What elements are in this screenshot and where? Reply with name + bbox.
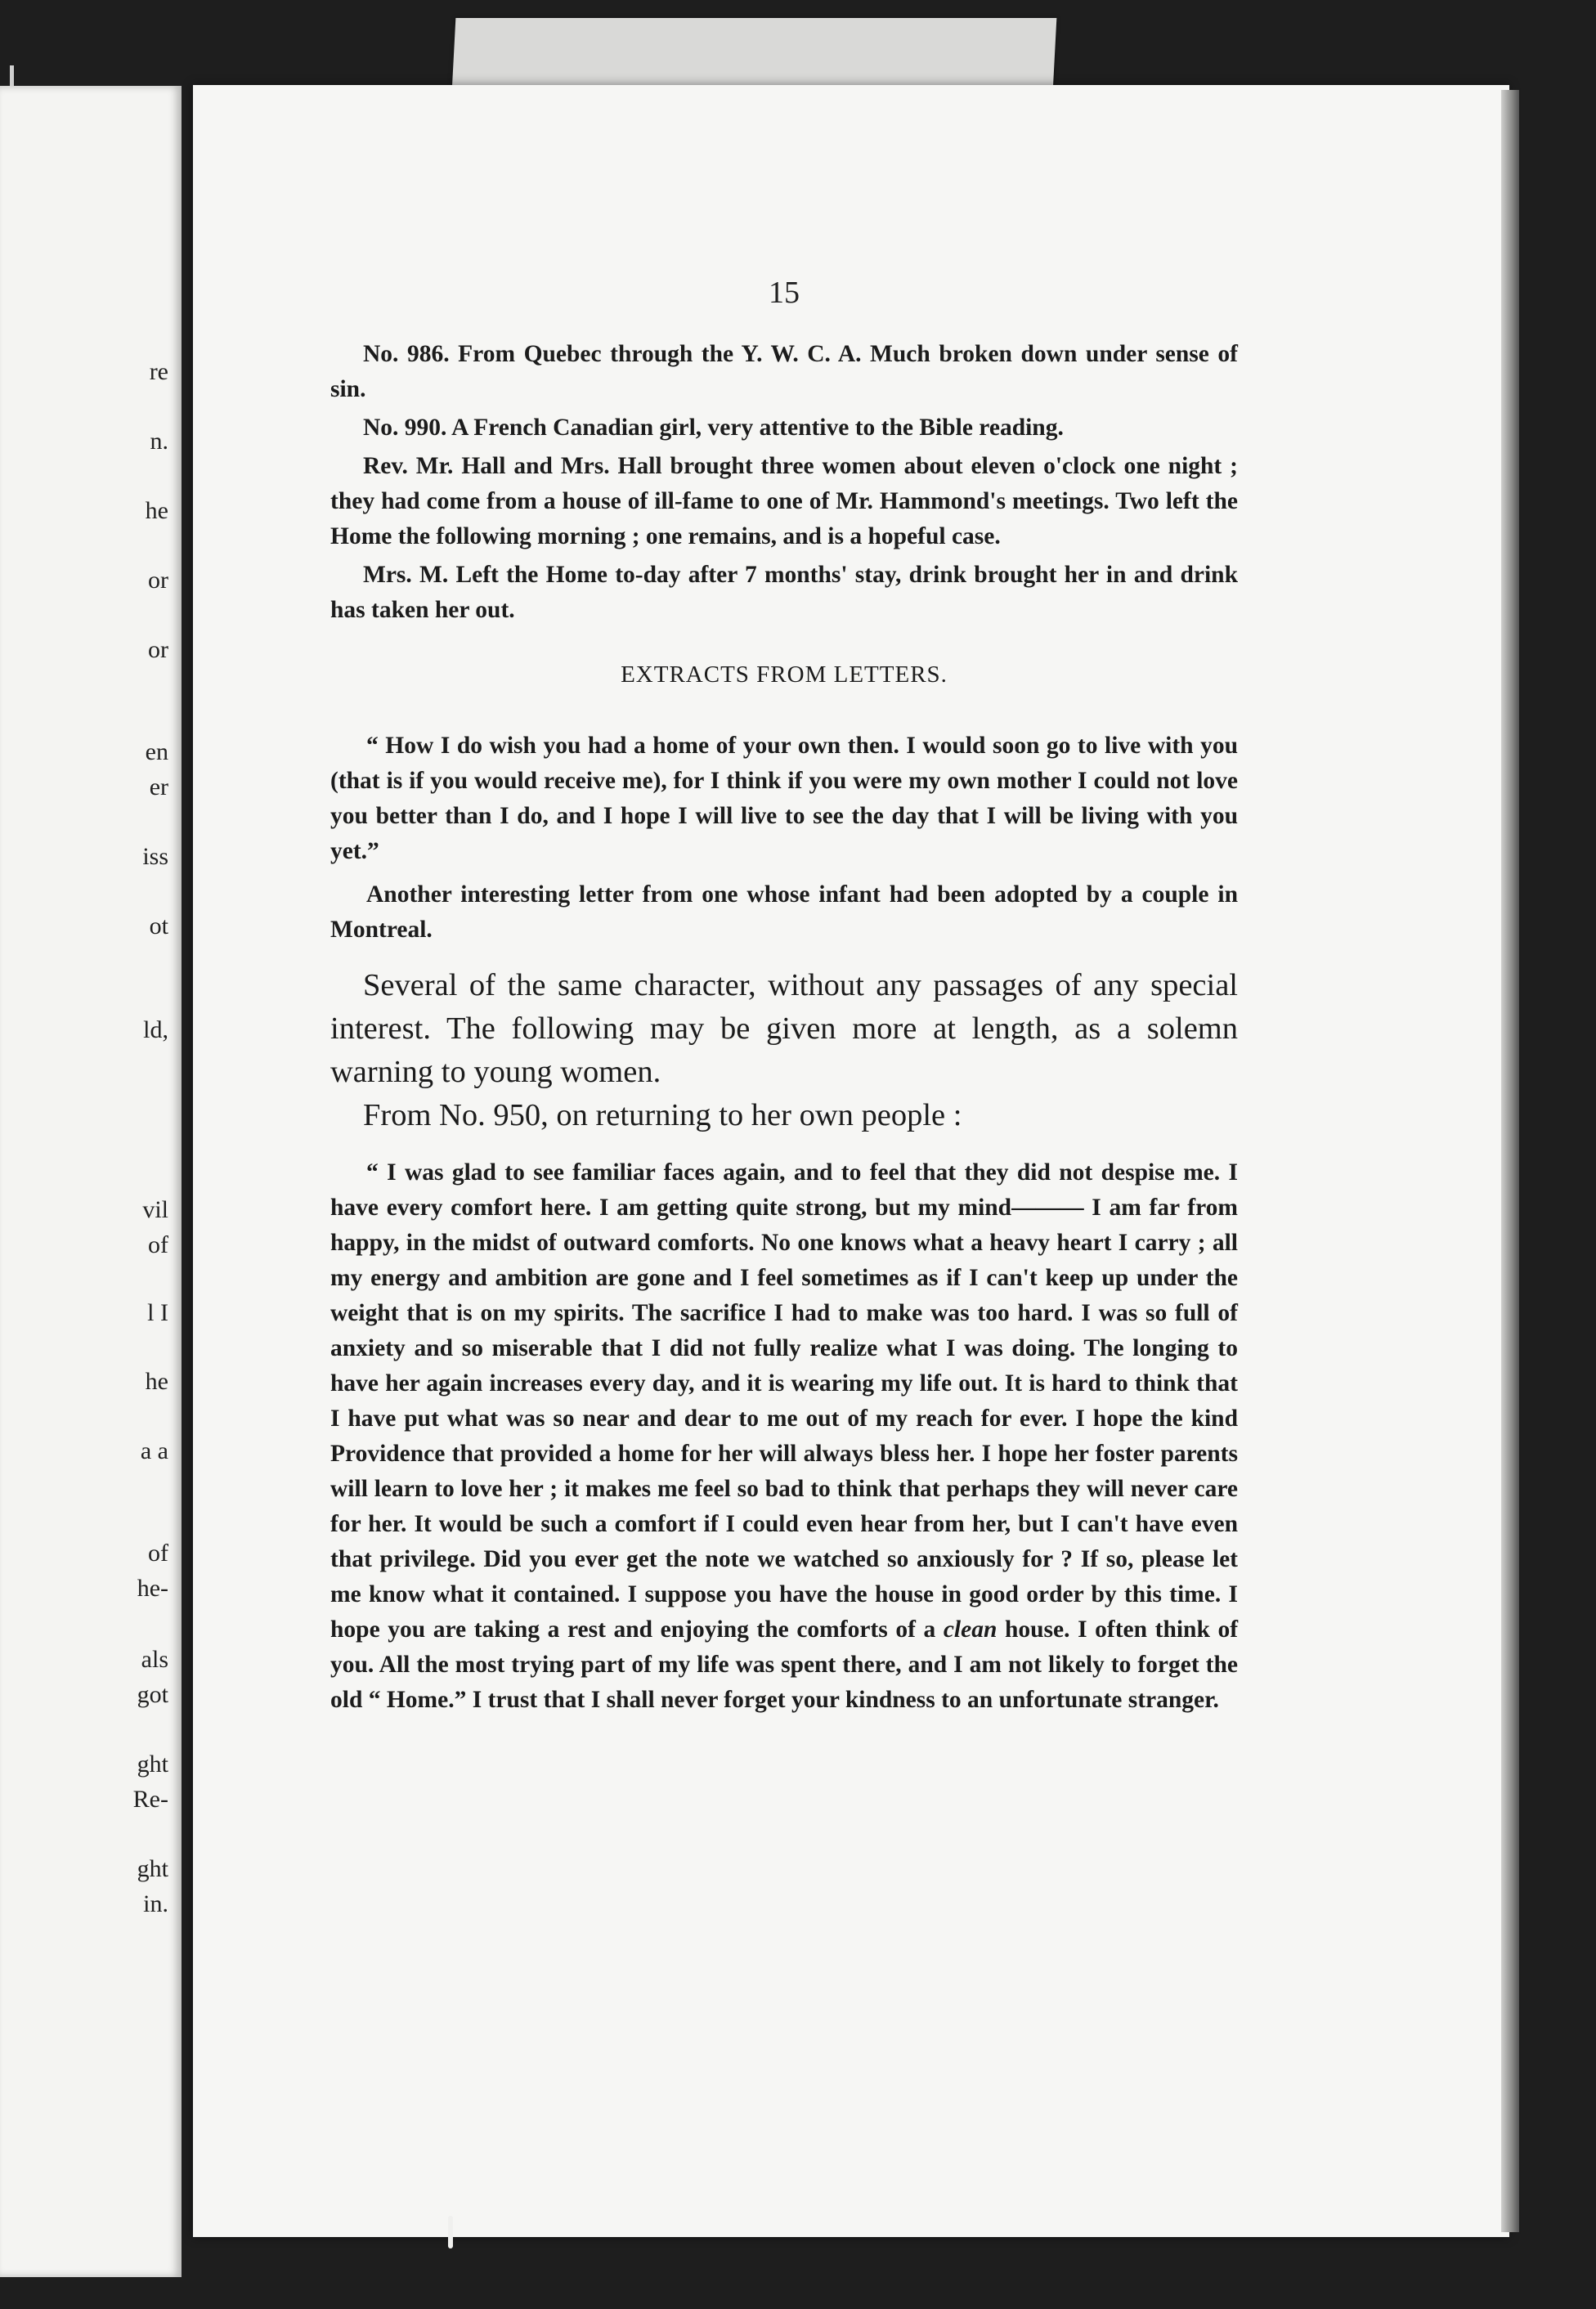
emphasized-word: clean <box>943 1616 998 1643</box>
left-page-fragment: or <box>148 567 168 594</box>
left-page-fragment: ot <box>149 912 168 939</box>
letter-note: Another interesting letter from one whose infant had been adopted by a couple in Montreal. <box>330 881 1238 943</box>
left-page-fragment: got <box>137 1681 168 1708</box>
left-page-fragment: of <box>148 1540 168 1567</box>
large-print-paragraph: From No. 950, on returning to her own people : <box>363 1098 962 1132</box>
page-stack-edge <box>1501 90 1519 2232</box>
left-page-fragment: n. <box>150 428 168 455</box>
left-page-fragment: er <box>149 773 168 800</box>
left-page-fragment: a a <box>140 1437 168 1464</box>
left-page-fragment: or <box>148 636 168 663</box>
scan-edge-mark <box>10 65 14 87</box>
page-number: 15 <box>769 276 800 310</box>
large-print-paragraph: Several of the same character, without any passages of any special interest. The following may be given more at length, as a solemn warning to young women. <box>330 968 1238 1089</box>
left-page-fragment: ght <box>137 1855 168 1882</box>
page-body <box>330 337 1238 1726</box>
case-entry: No. 990. A French Canadian girl, very attentive to the Bible reading. <box>363 415 1064 441</box>
left-page-fragment: iss <box>142 843 168 870</box>
left-page-fragment: vil <box>142 1196 168 1223</box>
left-page-fragment: he <box>145 497 168 524</box>
left-page-fragment: in. <box>143 1890 168 1917</box>
case-entry: No. 986. From Quebec through the Y. W. C. A. Much broken down under sense of sin. <box>330 341 1238 402</box>
left-page-fragment: ght <box>137 1751 168 1778</box>
left-page-fragment: he- <box>137 1575 168 1602</box>
letter-excerpt <box>330 1155 1238 1718</box>
left-page-fragment: re <box>149 358 168 385</box>
letter-excerpt: “ How I do wish you had a home of your own then. I would soon go to live with you (that is if you would receive me), for I think if you were my own mother I could not love you better than I do, and I hope I will live to see the day that I will be living with you yet.” <box>330 733 1238 864</box>
left-page-fragment: l I <box>147 1299 168 1326</box>
scan-edge-mark <box>448 2216 453 2248</box>
left-page-fragment: Re- <box>132 1786 168 1813</box>
left-page-fragment: als <box>141 1646 168 1673</box>
case-entry: Mrs. M. Left the Home to-day after 7 months' stay, drink brought her in and drink has taken her out. <box>330 562 1238 623</box>
left-page-fragment: ld, <box>143 1016 168 1043</box>
case-entry: Rev. Mr. Hall and Mrs. Hall brought three women about eleven o'clock one night ; they had come from a house of ill-fame to one of Mr. Hammond's meetings. Two left the Home the following morning ; one remains, and is a hopeful case. <box>330 453 1238 549</box>
section-heading: EXTRACTS FROM LETTERS. <box>621 661 948 688</box>
letter-text: house. I often think of you. All the most trying part of my life was spent there, and I am not likely to forget the old “ Home.” I trust that I shall never forget your kindness to an unfortunate stranger. <box>330 1616 1239 1713</box>
page-behind-tab <box>452 18 1057 92</box>
left-facing-page <box>0 86 182 2277</box>
left-page-fragment: of <box>148 1231 168 1258</box>
left-page-fragment: en <box>145 738 168 765</box>
letter-text: “ I was glad to see familiar faces again, and to feel that they did not despise me. I have every comfort here. I am getting quite strong, but my mind——— I am far from happy, in the midst of outward comforts. No one knows what a heavy heart I carry ; all my energy and ambition are gone and I feel sometimes as if I can't keep up under the weight that is on my spirits. The sacrifice I had to make was too hard. I was so full of anxiety and so miserable that I did not fully realize what I was doing. The longing to have her again increases every day, and it is wearing my life out. It is hard to think that I have put what was so near and dear to me out of my reach for ever. I hope the kind Providence that provided a home for her will always bless her. I hope her foster parents will learn to love her ; it makes me feel so bad to think that perhaps they will never care for her. It would be such a comfort if I could even hear from her, but I can't have even that privilege. Did you ever get the note we watched so anxiously for ? If so, please let me know what it contained. I suppose you have the house in good order by this time. I hope you are taking a rest and enjoying the comforts of a <box>330 1159 1238 1643</box>
left-page-fragment: he <box>145 1368 168 1395</box>
